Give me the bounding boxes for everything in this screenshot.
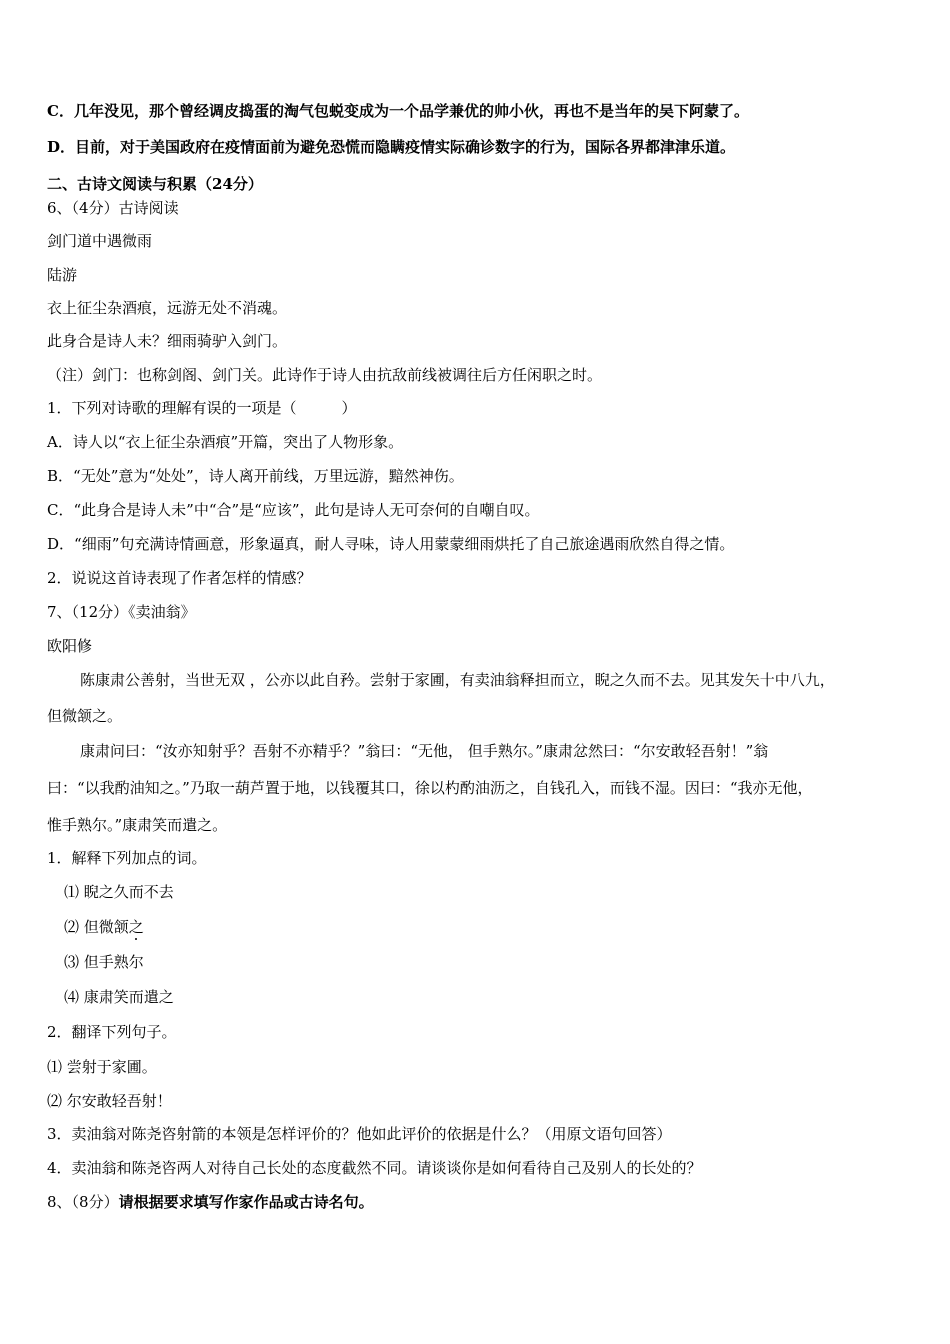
question-6-header: 6、（4分）古诗阅读 bbox=[47, 199, 179, 217]
prose-paragraph-2-line-3: 惟手熟尔。”康肃笑而遣之。 bbox=[47, 816, 228, 834]
word-2 bbox=[64, 917, 144, 937]
translate-2: ⑵ 尔安敢轻吾射！ bbox=[47, 1092, 172, 1110]
question-8-prefix: 8、（8分） bbox=[47, 1193, 119, 1211]
question-7-2: 2．翻译下列句子。 bbox=[47, 1023, 177, 1041]
prose-paragraph-1-line-1: 陈康肃公善射，当世无双 ，公亦以此自矜。尝射于家圃，有卖油翁释担而立，睨之久而不去。见其发矢十中八九， bbox=[80, 671, 835, 689]
translate-1: ⑴ 尝射于家圃。 bbox=[47, 1058, 157, 1076]
poem-line-2: 此身合是诗人未？细雨骑驴入剑门。 bbox=[47, 332, 288, 350]
prose-paragraph-2-line-1: 康肃问曰：“汝亦知射乎？吾射不亦精乎？”翁曰：“无他， 但手熟尔。”康肃忿然曰：“尔安敢轻吾射！”翁 bbox=[80, 742, 769, 760]
prose-author: 欧阳修 bbox=[47, 637, 93, 655]
question-7-header: 7、（12分）《卖油翁》 bbox=[47, 603, 196, 621]
poem-author: 陆游 bbox=[47, 266, 78, 284]
choice-b: B．“无处”意为“处处”，诗人离开前线，万里远游，黯然神伤。 bbox=[47, 467, 464, 485]
question-8-text: 请根据要求填写作家作品或古诗名句。 bbox=[118, 1193, 374, 1211]
question-6-1: 1．下列对诗歌的理解有误的一项是（ ） bbox=[47, 399, 357, 417]
word-2-dotted: 之 bbox=[128, 918, 144, 936]
word-2-text: ⑵ 但微颔 bbox=[64, 918, 129, 936]
question-6-2: 2．说说这首诗表现了作者怎样的情感？ bbox=[47, 569, 312, 587]
poem-note: （注）剑门：也称剑阁、剑门关。此诗作于诗人由抗敌前线被调往后方任闲职之时。 bbox=[47, 366, 603, 384]
question-8 bbox=[47, 1192, 374, 1212]
option-d: D．目前，对于美国政府在疫情面前为避免恐慌而隐瞒疫情实际确诊数字的行为，国际各界都津津乐道。 bbox=[47, 138, 736, 156]
choice-c: C．“此身合是诗人未”中“合”是“应该”，此句是诗人无可奈何的自嘲自叹。 bbox=[47, 501, 540, 519]
question-7-4: 4．卖油翁和陈尧咨两人对待自己长处的态度截然不同。请谈谈你是如何看待自己及别人的长处的？ bbox=[47, 1159, 702, 1177]
option-c: C．几年没见，那个曾经调皮捣蛋的淘气包蜕变成为一个品学兼优的帅小伙，再也不是当年的吴下阿蒙了。 bbox=[47, 102, 749, 120]
question-7-1: 1．解释下列加点的词。 bbox=[47, 849, 207, 867]
word-1: ⑴ 睨之久而不去 bbox=[64, 883, 174, 901]
choice-a: A．诗人以“衣上征尘杂酒痕”开篇，突出了人物形象。 bbox=[47, 433, 404, 451]
poem-line-1: 衣上征尘杂酒痕，远游无处不消魂。 bbox=[47, 299, 288, 317]
poem-title: 剑门道中遇微雨 bbox=[47, 232, 153, 250]
prose-paragraph-2-line-2: 曰：“以我酌油知之。”乃取一葫芦置于地，以钱覆其口，徐以杓酌油沥之，自钱孔入，而钱不湿。因曰：“我亦无他， bbox=[47, 779, 813, 797]
choice-d: D．“细雨”句充满诗情画意，形象逼真，耐人寻味，诗人用蒙蒙细雨烘托了自己旅途遇雨欣然自得之情。 bbox=[47, 535, 735, 553]
word-3: ⑶ 但手熟尔 bbox=[64, 953, 144, 971]
question-7-3: 3．卖油翁对陈尧咨射箭的本领是怎样评价的？他如此评价的依据是什么？（用原文语句回答） bbox=[47, 1125, 672, 1143]
section-title: 二、古诗文阅读与积累（24分） bbox=[47, 175, 263, 193]
prose-paragraph-1-line-2: 但微颔之。 bbox=[47, 707, 123, 725]
word-4: ⑷ 康肃笑而遣之 bbox=[64, 988, 174, 1006]
